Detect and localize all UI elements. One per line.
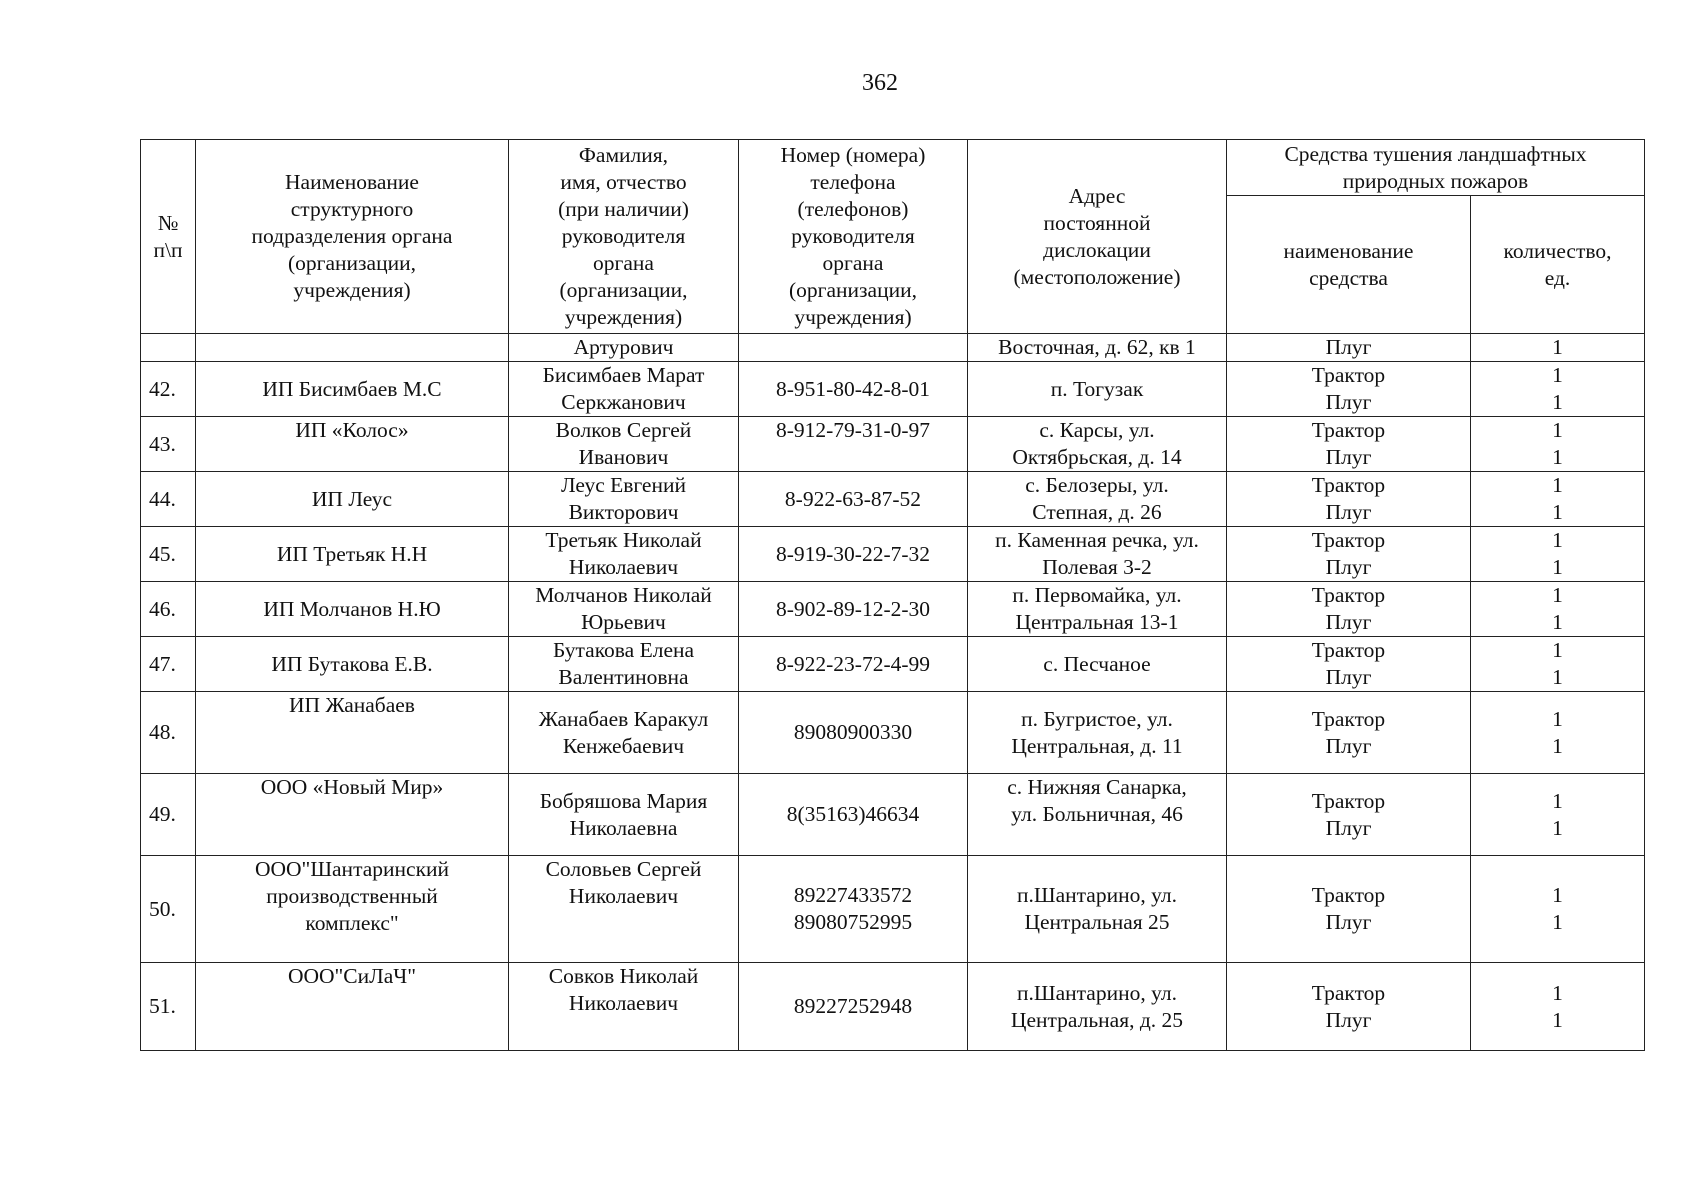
cell-line: Трактор <box>1311 583 1386 607</box>
cell-line: Соловьев Сергей <box>545 857 702 881</box>
cell-line: ООО «Новый Мир» <box>260 775 444 799</box>
cell-line: 89080900330 <box>793 720 913 744</box>
cell-line: 1 <box>1552 1007 1563 1032</box>
cell-line: Молчанов Николай <box>535 583 712 607</box>
means-name <box>1227 472 1471 527</box>
cell-line: п\п <box>153 237 183 262</box>
cell-line: Жанабаев Каракул <box>538 706 709 731</box>
table-row <box>141 362 1645 417</box>
cell-line: п.Шантарино, ул. <box>1017 883 1177 907</box>
cell-line: Трактор <box>1311 980 1386 1005</box>
quantity <box>1471 963 1645 1051</box>
means-name <box>1227 637 1471 692</box>
quantity <box>1471 774 1645 856</box>
head-name <box>509 637 739 692</box>
head-name <box>509 692 739 774</box>
cell-line: Степная, д. 26 <box>1032 500 1162 524</box>
cell-line: Трактор <box>1311 638 1386 662</box>
phone-number <box>739 417 968 472</box>
cell-line: подразделения органа <box>251 224 453 248</box>
org-name <box>196 774 509 856</box>
means-name <box>1227 963 1471 1051</box>
cell-line: дислокации <box>1043 237 1151 262</box>
cell-line: 1 <box>1552 638 1563 662</box>
cell-line: (организации, <box>789 278 917 302</box>
cell-line: учреждения) <box>794 305 912 329</box>
header-num <box>141 140 196 334</box>
cell-line: природных пожаров <box>1342 168 1529 193</box>
header-subdivision <box>196 140 509 334</box>
cell-line: Волков Сергей <box>555 418 692 442</box>
cell-line: 8-902-89-12-2-30 <box>775 596 931 621</box>
cell-line: Николаевич <box>568 555 679 579</box>
means-name <box>1227 856 1471 963</box>
head-name <box>509 362 739 417</box>
row-number: 45. <box>141 527 196 582</box>
cell-line: Иванович <box>578 445 669 469</box>
header-means-name <box>1227 196 1471 334</box>
cell-line: 89080752995 <box>793 910 913 934</box>
row-number: 43. <box>141 417 196 472</box>
cell-line: 8(35163)46634 <box>786 802 920 826</box>
row-number: 42. <box>141 362 196 417</box>
cell-line: ИП «Колос» <box>295 418 409 442</box>
cell-line: Третьяк Николай <box>545 528 702 552</box>
table-row <box>141 774 1645 856</box>
row-number: 48. <box>141 692 196 774</box>
cell-line: органа <box>822 251 884 275</box>
cell-line: Плуг <box>1325 815 1372 840</box>
cell-line: Фамилия, <box>578 143 669 167</box>
cell-line: Юрьевич <box>581 610 666 634</box>
quantity <box>1471 527 1645 582</box>
phone-number <box>739 774 968 856</box>
cell-line: Плуг <box>1325 665 1372 689</box>
cell-line: средства <box>1309 265 1388 290</box>
cell-line: п. Тогузак <box>1050 376 1144 401</box>
cell-line: структурного <box>290 197 414 221</box>
row-number: 47. <box>141 637 196 692</box>
cell-line: Викторович <box>568 500 679 524</box>
org-name <box>196 334 509 362</box>
cell-line: Плуг <box>1325 610 1372 634</box>
cell-line: Плуг <box>1325 390 1372 414</box>
cell-line: 1 <box>1552 583 1563 607</box>
org-name <box>196 582 509 637</box>
header-means-group <box>1227 140 1645 196</box>
phone-number <box>739 472 968 527</box>
cell-line: ИП Бутакова Е.В. <box>271 651 433 676</box>
means-name <box>1227 362 1471 417</box>
cell-line: Адрес <box>1068 183 1126 208</box>
address <box>968 417 1227 472</box>
head-name <box>509 417 739 472</box>
table-row <box>141 856 1645 963</box>
address <box>968 527 1227 582</box>
cell-line: Восточная, д. 62, кв 1 <box>998 335 1196 359</box>
cell-line: 1 <box>1552 788 1563 813</box>
cell-line: п. Каменная речка, ул. <box>995 528 1199 552</box>
cell-line: Средства тушения ландшафтных <box>1284 141 1587 166</box>
means-name <box>1227 582 1471 637</box>
table-row <box>141 637 1645 692</box>
means-name <box>1227 774 1471 856</box>
means-name <box>1227 334 1471 362</box>
address <box>968 472 1227 527</box>
cell-line: Октябрьская, д. 14 <box>1012 445 1182 469</box>
cell-line: 1 <box>1552 390 1563 414</box>
cell-line: (телефонов) <box>797 197 909 221</box>
page-number: 362 <box>862 70 898 96</box>
phone-number <box>739 362 968 417</box>
cell-line: Плуг <box>1325 445 1372 469</box>
table-row <box>141 582 1645 637</box>
cell-line: п. Бугристое, ул. <box>1021 706 1173 731</box>
header-address <box>968 140 1227 334</box>
cell-line: (организации, <box>559 278 688 302</box>
phone-number <box>739 637 968 692</box>
quantity <box>1471 362 1645 417</box>
cell-line: 1 <box>1552 980 1563 1005</box>
cell-line: Трактор <box>1311 883 1386 907</box>
org-name <box>196 963 509 1051</box>
cell-line: телефона <box>810 170 896 194</box>
cell-line: имя, отчество <box>560 170 687 194</box>
phone-number <box>739 963 968 1051</box>
cell-line: Трактор <box>1311 363 1386 387</box>
table-row <box>141 692 1645 774</box>
org-name <box>196 472 509 527</box>
head-name <box>509 963 739 1051</box>
cell-line: 1 <box>1552 706 1563 731</box>
cell-line: ИП Леус <box>311 486 393 511</box>
cell-line: п. Первомайка, ул. <box>1012 583 1182 607</box>
cell-line: органа <box>593 251 654 275</box>
cell-line: ул. Больничная, 46 <box>1011 802 1183 826</box>
phone-number <box>739 692 968 774</box>
cell-line: Трактор <box>1311 418 1386 442</box>
cell-line: Трактор <box>1311 528 1386 552</box>
cell-line: Плуг <box>1325 1007 1372 1032</box>
head-name <box>509 334 739 362</box>
cell-line: Трактор <box>1311 788 1386 813</box>
address <box>968 637 1227 692</box>
cell-line: п.Шантарино, ул. <box>1017 980 1177 1005</box>
quantity <box>1471 582 1645 637</box>
head-name <box>509 774 739 856</box>
cell-line: с. Карсы, ул. <box>1039 418 1155 442</box>
cell-line: 1 <box>1552 363 1563 387</box>
cell-line: 8-922-63-87-52 <box>784 486 922 511</box>
cell-line: (местоположение) <box>1013 264 1181 289</box>
cell-line: Плуг <box>1325 500 1372 524</box>
quantity <box>1471 856 1645 963</box>
cell-line: (при наличии) <box>558 197 689 221</box>
cell-line: с. Нижняя Санарка, <box>1007 775 1187 799</box>
cell-line: 1 <box>1552 815 1563 840</box>
cell-line: учреждения) <box>293 278 411 302</box>
row-number: 44. <box>141 472 196 527</box>
cell-line: Леус Евгений <box>561 473 686 497</box>
cell-line: Серкжанович <box>561 390 686 414</box>
header-phone <box>739 140 968 334</box>
phone-number <box>739 527 968 582</box>
cell-line: Центральная 13-1 <box>1015 610 1179 634</box>
org-name <box>196 637 509 692</box>
cell-line: Трактор <box>1311 473 1386 497</box>
cell-line: Бобряшова Мария <box>539 788 708 813</box>
row-number: 46. <box>141 582 196 637</box>
phone-number <box>739 582 968 637</box>
cell-line: наименование <box>1283 238 1414 263</box>
cell-line: Николаевна <box>569 815 678 840</box>
cell-line: 8-919-30-22-7-32 <box>775 541 931 566</box>
cell-line: Номер (номера) <box>780 143 926 167</box>
cell-line: ИП Жанабаев <box>289 693 415 717</box>
means-name <box>1227 527 1471 582</box>
head-name <box>509 527 739 582</box>
cell-line: 8-912-79-31-0-97 <box>775 418 931 442</box>
cell-line: 89227433572 <box>793 883 913 907</box>
row-number: 51. <box>141 963 196 1051</box>
address <box>968 582 1227 637</box>
cell-line: 1 <box>1552 733 1563 758</box>
phone-number <box>739 856 968 963</box>
quantity <box>1471 417 1645 472</box>
cell-line: Совков Николай <box>548 964 699 988</box>
org-name <box>196 362 509 417</box>
address <box>968 856 1227 963</box>
cell-line: 1 <box>1552 610 1563 634</box>
cell-line: Николаевич <box>568 884 679 908</box>
cell-line: с. Белозеры, ул. <box>1025 473 1169 497</box>
table-row <box>141 334 1645 362</box>
org-name <box>196 856 509 963</box>
row-number <box>141 334 196 362</box>
fire-equipment-table <box>140 139 1645 1051</box>
table-row <box>141 472 1645 527</box>
cell-line: руководителя <box>561 224 686 248</box>
cell-line: 1 <box>1552 445 1563 469</box>
cell-line: руководителя <box>791 224 915 248</box>
org-name <box>196 692 509 774</box>
cell-line: постоянной <box>1043 210 1151 235</box>
cell-line: Плуг <box>1325 335 1372 359</box>
phone-number <box>739 334 968 362</box>
address <box>968 362 1227 417</box>
cell-line: ИП Бисимбаев М.С <box>262 376 442 401</box>
header-quantity <box>1471 196 1645 334</box>
address <box>968 334 1227 362</box>
cell-line: Плуг <box>1325 555 1372 579</box>
cell-line: Артурович <box>573 335 674 359</box>
cell-line: 1 <box>1552 665 1563 689</box>
cell-line: 1 <box>1552 335 1563 359</box>
cell-line: учреждения) <box>564 305 683 329</box>
table-row <box>141 963 1645 1051</box>
address <box>968 774 1227 856</box>
table-row <box>141 527 1645 582</box>
cell-line: 8-951-80-42-8-01 <box>775 376 931 401</box>
row-number: 50. <box>141 856 196 963</box>
row-number: 49. <box>141 774 196 856</box>
quantity <box>1471 637 1645 692</box>
header-head-name <box>509 140 739 334</box>
head-name <box>509 856 739 963</box>
cell-line: с. Песчаное <box>1043 651 1151 676</box>
cell-line: 1 <box>1552 910 1563 934</box>
cell-line: 1 <box>1552 473 1563 497</box>
cell-line: ООО"Шантаринский <box>254 857 450 881</box>
table-row <box>141 417 1645 472</box>
cell-line: 8-922-23-72-4-99 <box>775 651 931 676</box>
cell-line: Наименование <box>285 170 419 194</box>
cell-line: Николаевич <box>568 991 679 1015</box>
cell-line: Центральная, д. 11 <box>1011 733 1183 758</box>
cell-line: Кенжебаевич <box>562 733 685 758</box>
cell-line: Плуг <box>1325 733 1372 758</box>
address <box>968 963 1227 1051</box>
org-name <box>196 417 509 472</box>
head-name <box>509 472 739 527</box>
cell-line: 1 <box>1552 528 1563 552</box>
cell-line: ед. <box>1544 265 1571 290</box>
quantity <box>1471 472 1645 527</box>
cell-line: 1 <box>1552 500 1563 524</box>
cell-line: 1 <box>1552 883 1563 907</box>
cell-line: № <box>157 210 179 235</box>
cell-line: Трактор <box>1311 706 1386 731</box>
cell-line: Плуг <box>1325 910 1372 934</box>
cell-line: Центральная 25 <box>1024 910 1170 934</box>
cell-line: производственный <box>266 884 438 908</box>
cell-line: Бутакова Елена <box>552 638 695 662</box>
means-name <box>1227 417 1471 472</box>
head-name <box>509 582 739 637</box>
means-name <box>1227 692 1471 774</box>
cell-line: Валентиновна <box>558 665 689 689</box>
table-body <box>141 334 1645 1051</box>
cell-line: 1 <box>1552 555 1563 579</box>
cell-line: Центральная, д. 25 <box>1010 1007 1184 1032</box>
quantity <box>1471 692 1645 774</box>
cell-line: Бисимбаев Марат <box>542 363 705 387</box>
cell-line: 89227252948 <box>793 994 913 1018</box>
cell-line: количество, <box>1503 238 1612 263</box>
cell-line: комплекс" <box>305 911 399 935</box>
cell-line: (организации, <box>288 251 416 275</box>
address <box>968 692 1227 774</box>
cell-line: ИП Третьяк Н.Н <box>276 541 428 566</box>
quantity <box>1471 334 1645 362</box>
cell-line: Полевая 3-2 <box>1042 555 1152 579</box>
cell-line: 1 <box>1552 418 1563 442</box>
cell-line: ИП Молчанов Н.Ю <box>263 596 441 621</box>
cell-line: ООО"СиЛаЧ" <box>287 964 417 988</box>
org-name <box>196 527 509 582</box>
